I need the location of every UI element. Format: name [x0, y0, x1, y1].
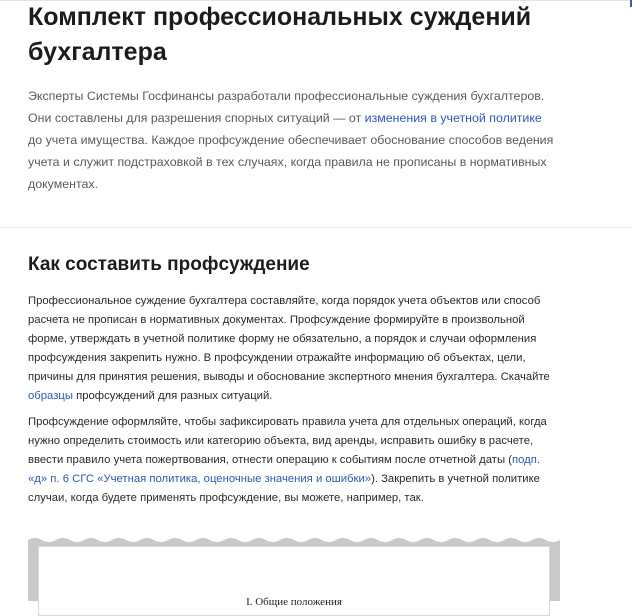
sgs-accounting-policy-link[interactable]: подп. «д» п. 6 СГС «Учетная политика, оценочные значения и ошибки» — [28, 454, 540, 485]
section-divider — [0, 227, 632, 228]
document-preview — [28, 534, 560, 608]
intro-text-1: Эксперты Системы Госфинансы разработали профессиональные суждения бухгалтеров. Они составлены для разрешения спорных ситуаций — от — [28, 89, 545, 125]
intro-text-2: до учета имущества. Каждое профсуждение обеспечивает обоснование способов ведения учета и служит подстраховкой в тех случаях, когда правила не прописаны в нормативных документах. — [28, 133, 554, 191]
paragraph-1-text-2: профсуждений для разных ситуаций. — [72, 390, 273, 402]
intro-paragraph — [28, 85, 556, 195]
section-heading: Как составить профсуждение — [28, 254, 310, 275]
page-title: Комплект профессиональных суждений бухгалтера — [28, 3, 532, 66]
body-paragraph-1 — [28, 292, 556, 406]
body-paragraph-2 — [28, 413, 556, 508]
paragraph-2-text-1: Профсуждение оформляйте, чтобы зафиксировать правила учета для отдельных операций, когда нужно определить стоимость или категорию объекта, вид аренды, исправить ошибку в расчете, ввести правило учета пожертвования, отнести операцию к событиям после отчетной даты ( — [28, 416, 547, 466]
document-sheet — [38, 546, 550, 616]
accounting-policy-changes-link[interactable]: изменения в учетной политике — [364, 111, 542, 125]
paragraph-1-text-1: Профессиональное суждение бухгалтера составляйте, когда порядок учета объектов или способ расчета не прописан в нормативных документах. Профсуждение формируйте в произвольной форме, утверждать в учетной политике форму не обязательно, а порядок и случаи оформления профсуждения закрепить нужно. В профсуждении отражайте информацию об объектах, цели, причины для принятия решения, выводы и обоснование экспертного мнения бухгалтера. Скачайте — [28, 295, 550, 383]
paragraph-2-text-2: ). Закрепить в учетной политике случаи, когда будете применять профсуждение, вы можете, например, так. — [28, 473, 540, 504]
document-section-heading: I. Общие положения — [246, 596, 342, 608]
samples-link[interactable]: образцы — [28, 390, 73, 402]
